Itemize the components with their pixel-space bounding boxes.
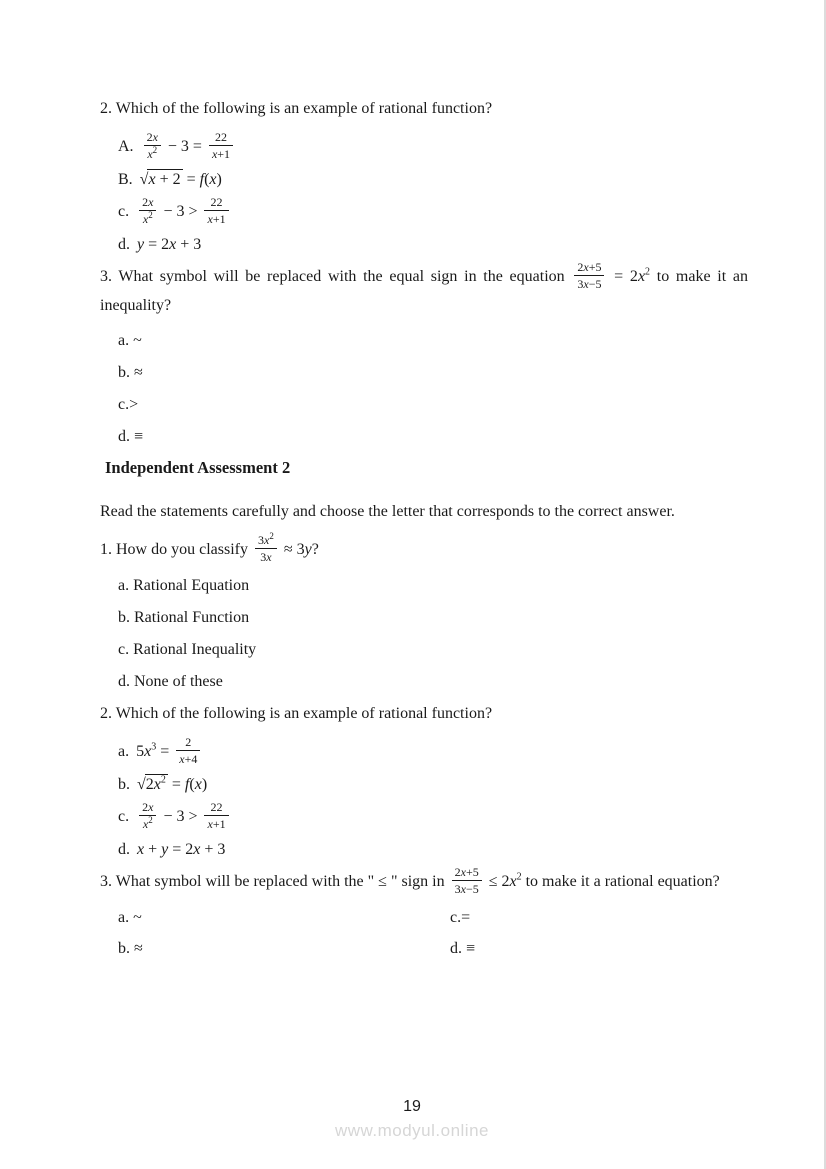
- option-row: b. ≈: [118, 940, 143, 957]
- option-row: [118, 802, 748, 833]
- option-label: a.: [118, 743, 130, 761]
- question-3-prompt: [100, 867, 748, 898]
- inline-math-expression: $\frac{3x^2}{3x}$ ≈ 3y?: [252, 541, 319, 558]
- watermark-text: www.modyul.online: [334, 1121, 489, 1140]
- question-2-prompt: 2. Which of the following is an example of rational function?: [100, 705, 493, 722]
- option-label: d.: [118, 841, 130, 858]
- option-label: B.: [118, 171, 133, 188]
- prompt-text-before: 3. What symbol will be replaced with the " ≤ " sign in: [100, 873, 449, 891]
- option-math-expression: √x + 2 = f(x): [139, 171, 222, 188]
- question-3-options: [100, 331, 748, 446]
- option-row: [118, 197, 748, 228]
- option-row: b. Rational Function: [118, 609, 250, 626]
- option-row: d. ≡: [118, 428, 144, 445]
- page-number: 19: [403, 1098, 421, 1115]
- question-3-prompt: [100, 262, 748, 319]
- option-row: [118, 132, 748, 163]
- question-3-options-grid: [100, 908, 748, 958]
- option-math-expression: $\frac{2x}{x^2}$ − 3 > $\frac{22}{x+1}$: [136, 808, 231, 825]
- question-2-prompt: 2. Which of the following is an example of rational function?: [100, 100, 493, 117]
- option-row: d. None of these: [118, 673, 223, 690]
- option-row: c.=: [450, 909, 471, 926]
- option-row: a. Rational Equation: [118, 577, 250, 594]
- question-1-options: [100, 576, 748, 691]
- prompt-text-before: 1. How do you classify: [100, 541, 252, 559]
- option-label: c.: [118, 203, 130, 221]
- option-math-expression: $\frac{2x}{x^2}$ − 3 = $\frac{22}{x+1}$: [141, 138, 236, 155]
- question-2-options: [100, 737, 748, 859]
- option-label: A.: [118, 138, 134, 156]
- option-row: [118, 737, 748, 768]
- option-math-expression: $√2x^2 = f(x)$: [137, 774, 208, 793]
- prompt-text-after: to make it a rational equation?: [521, 873, 720, 891]
- prompt-text-after: to make it an inequality?: [100, 268, 748, 314]
- option-row: [118, 171, 748, 189]
- option-row: [118, 236, 748, 254]
- prompt-text-before: 3. What symbol will be replaced with the equal sign in the equation: [100, 268, 572, 286]
- option-math-expression: y = 2x + 3: [137, 236, 202, 253]
- option-math-expression: $\frac{2x}{x^2}$ − 3 > $\frac{22}{x+1}$: [136, 203, 231, 220]
- option-label: c.: [118, 808, 130, 826]
- option-label: d.: [118, 236, 130, 253]
- option-row: c.>: [118, 396, 139, 413]
- option-math-expression: x + y = 2x + 3: [137, 841, 226, 858]
- section-heading: Independent Assessment 2: [105, 458, 291, 477]
- option-row: [118, 841, 748, 859]
- instructions-paragraph: Read the statements carefully and choose the letter that corresponds to the correct answer.: [100, 503, 675, 520]
- option-row: d. ≡: [450, 940, 476, 957]
- inline-math-expression: $\frac{2x+5}{3x-5}$ ≤ $2x^2$: [449, 873, 522, 890]
- option-label: b.: [118, 776, 130, 793]
- question-1-prompt: [100, 531, 748, 566]
- option-row: [118, 776, 748, 794]
- inline-math-expression: $\frac{2x+5}{3x-5}$ = $2x^2$: [571, 268, 650, 285]
- question-2-options: [100, 132, 748, 254]
- option-row: b. ≈: [118, 364, 143, 381]
- option-row: a. ~: [118, 332, 142, 349]
- option-math-expression: $5x^3$ = $\frac{2}{x+4}$: [136, 743, 203, 760]
- option-row: a. ~: [118, 909, 142, 926]
- option-row: c. Rational Inequality: [118, 641, 257, 658]
